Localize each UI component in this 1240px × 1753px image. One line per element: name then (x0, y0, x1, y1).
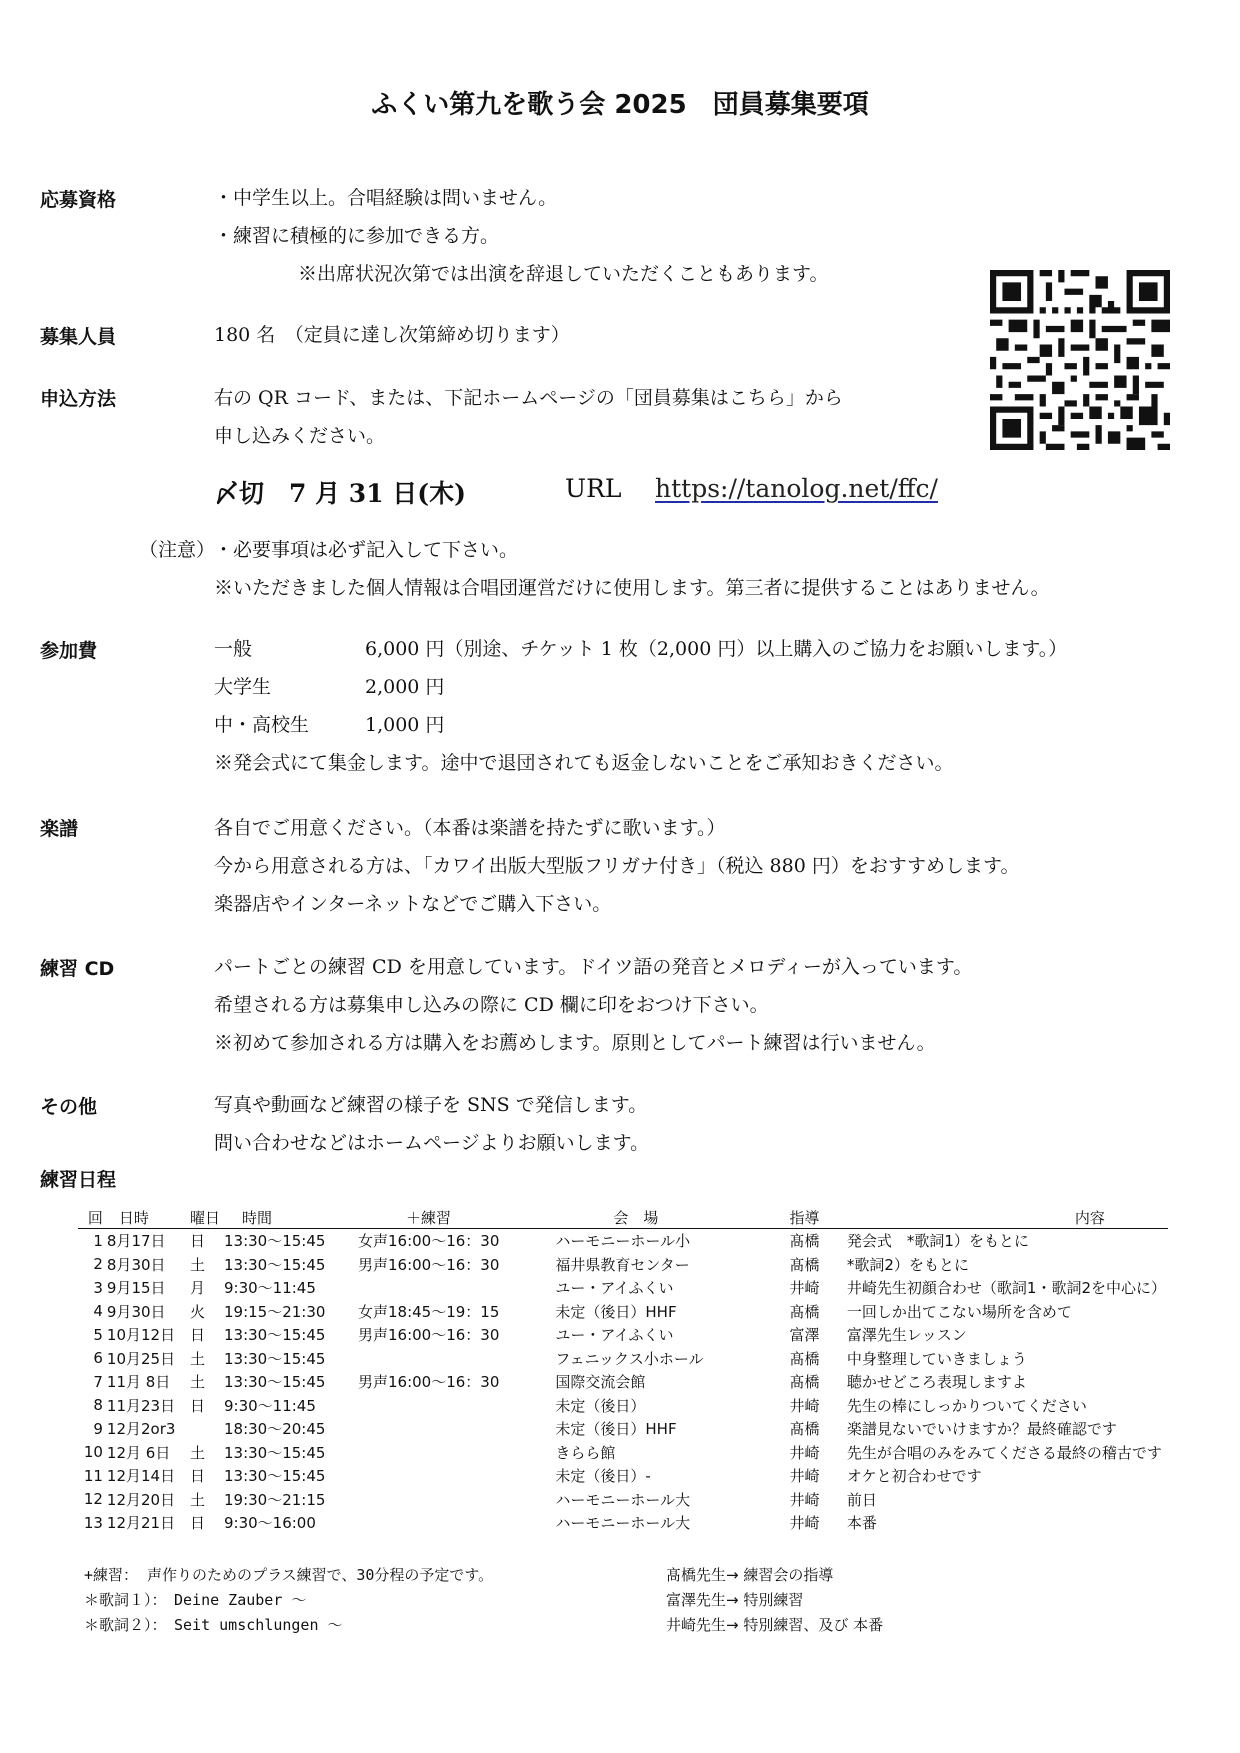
row-plus-practice (356, 1464, 553, 1488)
table-row (78, 1441, 1168, 1465)
schedule-table (78, 1206, 1168, 1535)
row-plus-practice: 男声16:00～16：30 (357, 1255, 500, 1274)
row-number: 10 (83, 1443, 103, 1462)
row-weekday: 土 (189, 1443, 205, 1462)
row-venue: 未定（後日） (555, 1396, 646, 1415)
row-content: 先生が合唱のみをみてくださる最終の稽古です (846, 1443, 1162, 1462)
footnote: +練習： 声作りのためのプラス練習で、30分程の予定です。 (84, 1566, 494, 1584)
row-number: 3 (93, 1278, 103, 1297)
instructor-note: 井崎先生→ 特別練習、及び 本番 (666, 1616, 884, 1634)
row-number: 13 (83, 1513, 103, 1532)
row-content: 楽譜見ないでいけますか？最終確認です (846, 1420, 1117, 1439)
row-instructor: 髙橋 (789, 1420, 820, 1439)
note-label: （注意） (139, 539, 216, 561)
cd-label: 練習 CD (40, 958, 115, 980)
row-number: 5 (93, 1325, 103, 1344)
apply-label: 申込方法 (40, 388, 117, 410)
table-row (78, 1464, 1168, 1488)
row-venue: ハーモニーホール大 (555, 1514, 691, 1533)
col-header: 内容 (845, 1206, 1168, 1229)
row-weekday: 日 (189, 1232, 205, 1251)
qualification-note: ※出席状況次第では出演を辞退していただくこともあります。 (298, 263, 829, 285)
col-header: ＋練習 (356, 1206, 553, 1229)
row-venue: フェニックス小ホール (555, 1349, 704, 1368)
row-time: 9:30～16:00 (223, 1514, 316, 1533)
row-date: 12月 6日 (106, 1443, 171, 1462)
row-number: 6 (93, 1349, 103, 1368)
row-instructor: 井崎 (789, 1514, 820, 1533)
table-row (78, 1417, 1168, 1441)
note-line: ※いただきました個人情報は合唱団運営だけに使用します。第三者に提供することはありません。 (214, 577, 1050, 599)
row-content: 聴かせどころ表現しますよ (846, 1373, 1027, 1392)
row-weekday: 土 (189, 1255, 205, 1274)
fee-value: 6,000 円（別途、チケット 1 枚（2,000 円）以上購入のご協力をお願いします。） (365, 638, 1068, 660)
row-number: 8 (93, 1396, 103, 1415)
qualification-label: 応募資格 (40, 189, 117, 211)
score-line: 楽器店やインターネットなどでご購入下さい。 (214, 893, 612, 915)
row-date: 11月23日 (106, 1396, 176, 1415)
cd-line: 希望される方は募集申し込みの際に CD 欄に印をおつけ下さい。 (214, 994, 769, 1016)
row-content: 富澤先生レッスン (846, 1326, 967, 1345)
cd-line: パートごとの練習 CD を用意しています。ドイツ語の発音とメロディーが入っています。 (214, 956, 973, 978)
col-header: 曜日 (188, 1206, 222, 1229)
row-plus-practice (356, 1441, 553, 1465)
fee-name: 一般 (214, 638, 253, 660)
row-time: 9:30～11:45 (223, 1396, 316, 1415)
row-date: 12月20日 (106, 1490, 176, 1509)
row-instructor: 髙橋 (789, 1373, 820, 1392)
row-plus-practice (356, 1347, 553, 1371)
row-date: 11月 8日 (106, 1373, 171, 1392)
row-plus-practice (356, 1511, 553, 1535)
score-line: 各自でご用意ください。（本番は楽譜を持たずに歌います。） (214, 817, 726, 839)
footnote: ＊歌詞１）： Deine Zauber ～ (84, 1591, 307, 1609)
col-header: 日時 (105, 1206, 188, 1229)
row-time: 19:30～21:15 (223, 1490, 326, 1509)
other-label: その他 (40, 1096, 98, 1118)
footnote: ＊歌詞２）： Seit umschlungen ～ (84, 1616, 343, 1634)
row-date: 9月15日 (106, 1279, 166, 1298)
row-instructor: 井崎 (789, 1396, 820, 1415)
row-weekday: 日 (189, 1514, 205, 1533)
row-venue: ユー・アイふくい (555, 1279, 674, 1298)
row-plus-practice: 女声16:00～16：30 (357, 1232, 500, 1251)
row-time: 13:30～15:45 (223, 1349, 326, 1368)
row-venue: 国際交流会館 (555, 1373, 646, 1392)
table-row (78, 1300, 1168, 1324)
row-weekday: 土 (189, 1490, 205, 1509)
row-instructor: 井崎 (789, 1279, 820, 1298)
row-date: 12月21日 (106, 1514, 176, 1533)
row-weekday: 土 (189, 1373, 205, 1392)
row-time: 13:30～15:45 (223, 1373, 326, 1392)
homepage-url-link[interactable]: https://tanolog.net/ffc/ (655, 474, 938, 503)
row-weekday: 日 (189, 1396, 205, 1415)
row-weekday: 火 (189, 1302, 205, 1321)
qualification-line: ・中学生以上。合唱経験は問いません。 (214, 187, 558, 209)
url-label: URL (565, 474, 622, 503)
row-content: 中身整理していきましょう (846, 1349, 1027, 1368)
row-content: 発会式 *歌詞1）をもとに (846, 1232, 1029, 1251)
table-row (78, 1229, 1168, 1253)
schedule-label: 練習日程 (40, 1169, 117, 1191)
row-instructor: 髙橋 (789, 1349, 820, 1368)
row-plus-practice (356, 1394, 553, 1418)
col-header: 回 (78, 1206, 105, 1229)
row-content: 先生の棒にしっかりついてください (846, 1396, 1087, 1415)
row-number: 4 (93, 1302, 103, 1321)
row-plus-practice (356, 1276, 553, 1300)
instructor-note: 富澤先生→ 特別練習 (666, 1591, 804, 1609)
row-content: 井崎先生初顔合わせ（歌詞1・歌詞2を中心に） (846, 1279, 1166, 1298)
row-number: 7 (93, 1372, 103, 1391)
row-content: *歌詞2）をもとに (846, 1255, 969, 1274)
score-line: 今から用意される方は、「カワイ出版大型版フリガナ付き」（税込 880 円）をおすすめします。 (214, 855, 1020, 877)
row-venue: ハーモニーホール小 (555, 1232, 691, 1251)
row-time: 13:30～15:45 (223, 1232, 326, 1251)
qr-code-icon[interactable] (990, 270, 1170, 450)
row-venue: 未定（後日）HHF (555, 1420, 677, 1439)
row-number: 9 (93, 1419, 103, 1438)
row-time: 18:30～20:45 (223, 1420, 326, 1439)
row-time: 13:30～15:45 (223, 1443, 326, 1462)
row-time: 9:30～11:45 (223, 1279, 316, 1298)
row-time: 13:30～15:45 (223, 1255, 326, 1274)
row-venue: 未定（後日）- (555, 1467, 651, 1486)
fee-label: 参加費 (40, 640, 98, 662)
row-instructor: 井崎 (789, 1490, 820, 1509)
row-instructor: 髙橋 (789, 1302, 820, 1321)
row-weekday: 土 (189, 1349, 205, 1368)
score-label: 楽譜 (40, 818, 79, 840)
row-venue: 未定（後日）HHF (555, 1302, 677, 1321)
row-venue: ハーモニーホール大 (555, 1490, 691, 1509)
fee-name: 中・高校生 (214, 714, 310, 736)
table-row (78, 1323, 1168, 1347)
other-line: 写真や動画など練習の様子を SNS で発信します。 (214, 1094, 648, 1116)
row-time: 13:30～15:45 (223, 1326, 326, 1345)
note-line: ・必要事項は必ず記入して下さい。 (214, 539, 519, 561)
row-instructor: 髙橋 (789, 1232, 820, 1251)
recruit-text: 180 名 （定員に達し次第締め切ります） (214, 324, 570, 346)
cd-line: ※初めて参加される方は購入をお薦めします。原則としてパート練習は行いません。 (214, 1032, 936, 1054)
row-date: 9月30日 (106, 1302, 166, 1321)
fee-note: ※発会式にて集金します。途中で退団されても返金しないことをご承知おきください。 (214, 752, 954, 774)
fee-name: 大学生 (214, 676, 272, 698)
row-time: 13:30～15:45 (223, 1467, 326, 1486)
table-row (78, 1488, 1168, 1512)
other-line: 問い合わせなどはホームページよりお願いします。 (214, 1132, 650, 1154)
table-row (78, 1511, 1168, 1535)
page-title: ふくい第九を歌う会 2025 団員募集要項 (371, 90, 869, 120)
apply-line: 右の QR コード、または、下記ホームページの「団員募集はこちら」から (214, 387, 843, 409)
table-row (78, 1370, 1168, 1394)
row-instructor: 髙橋 (789, 1255, 820, 1274)
schedule-header-row (78, 1206, 1168, 1229)
row-weekday (188, 1417, 222, 1441)
fee-value: 2,000 円 (365, 676, 445, 698)
row-plus-practice: 男声16:00～16：30 (357, 1326, 500, 1345)
row-weekday: 月 (189, 1279, 205, 1298)
row-venue: ユー・アイふくい (555, 1326, 674, 1345)
row-content: 一回しか出てこない場所を含めて (846, 1302, 1072, 1321)
instructor-note: 髙橋先生→ 練習会の指導 (666, 1566, 834, 1584)
col-header: 指導 (787, 1206, 844, 1229)
row-instructor: 富澤 (789, 1326, 820, 1345)
row-date: 12月2or3 (106, 1420, 176, 1439)
row-plus-practice (356, 1488, 553, 1512)
fee-value: 1,000 円 (365, 714, 445, 736)
row-venue: 福井県教育センター (555, 1255, 690, 1274)
deadline: 〆切 7 月 31 日(木) (214, 479, 466, 508)
row-number: 2 (93, 1255, 103, 1274)
row-instructor: 井崎 (789, 1467, 820, 1486)
row-number: 1 (93, 1231, 103, 1250)
qualification-line: ・練習に積極的に参加できる方。 (214, 225, 500, 247)
row-plus-practice: 女声18:45～19：15 (357, 1302, 500, 1321)
row-number: 11 (83, 1466, 103, 1485)
row-plus-practice (356, 1417, 553, 1441)
row-plus-practice: 男声16:00～16：30 (357, 1373, 500, 1392)
row-date: 12月14日 (106, 1467, 176, 1486)
recruit-label: 募集人員 (40, 326, 117, 348)
row-number: 12 (83, 1490, 103, 1509)
col-header: 時間 (222, 1206, 356, 1229)
row-weekday: 日 (189, 1467, 205, 1486)
row-instructor: 井崎 (789, 1443, 820, 1462)
row-venue: きらら館 (555, 1443, 616, 1462)
row-content: 前日 (846, 1490, 877, 1509)
row-date: 8月30日 (106, 1255, 166, 1274)
row-weekday: 日 (189, 1326, 205, 1345)
row-date: 10月25日 (106, 1349, 176, 1368)
row-time: 19:15～21:30 (223, 1302, 326, 1321)
table-row (78, 1347, 1168, 1371)
row-content: オケと初合わせです (846, 1467, 982, 1486)
table-row (78, 1276, 1168, 1300)
row-date: 10月12日 (106, 1326, 176, 1345)
col-header: 会 場 (553, 1206, 787, 1229)
table-row (78, 1394, 1168, 1418)
apply-line: 申し込みください。 (214, 425, 386, 447)
row-content: 本番 (846, 1514, 877, 1533)
table-row (78, 1253, 1168, 1277)
row-date: 8月17日 (106, 1232, 166, 1251)
